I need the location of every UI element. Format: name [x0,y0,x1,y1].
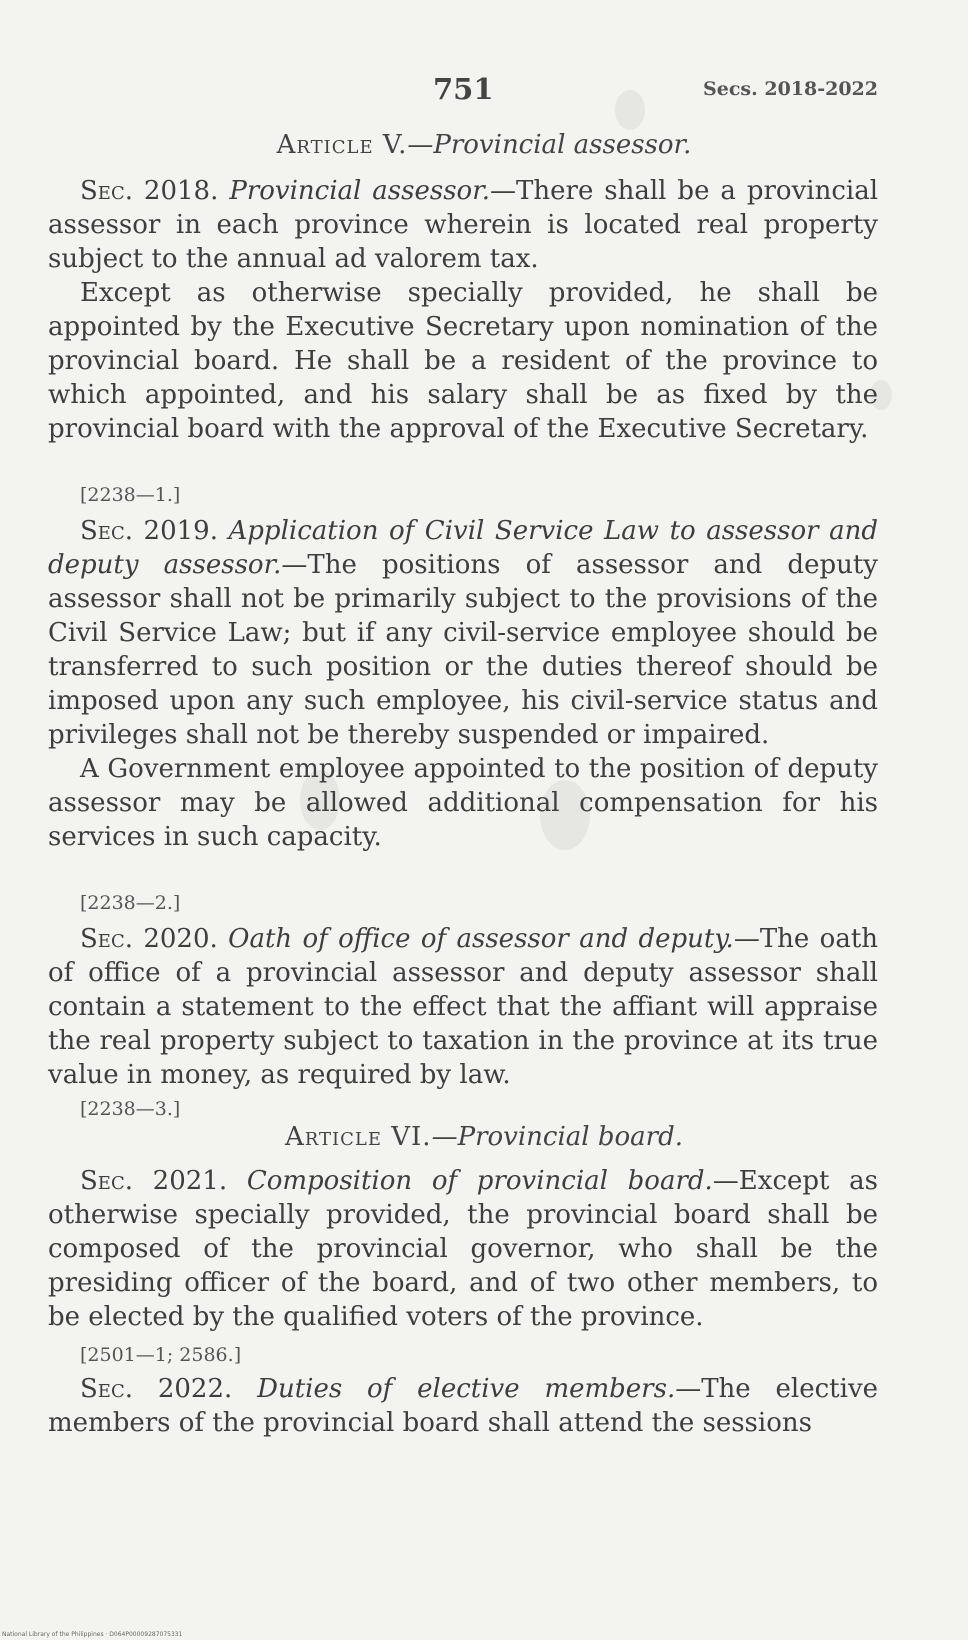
section-label: Sec. 2022. [80,1374,233,1404]
article-label: Article VI. [285,1122,432,1152]
section-text: —The oath of office of a provincial assessor and deputy assessor shall contain a statement to the effect that the affiant will appraise the real property subject to taxation in the province at its true value in money, as required by law. [48,924,879,1090]
section-paragraph [48,514,878,752]
section-label: Sec. 2021. [80,1166,228,1196]
article-title: —Provincial assessor. [407,130,692,160]
section-title: Provincial assessor. [229,176,491,206]
section-paragraph [48,922,878,1092]
section-2020 [48,922,878,1092]
section-text: —There shall be a provincial assessor in each province wherein is located real property subject to the annual ad valorem tax. [48,176,879,274]
citation: [2238—3.] [80,1098,181,1120]
section-paragraph [48,1372,878,1440]
section-2018 [48,174,878,446]
section-2022 [48,1372,878,1440]
citation: [2501—1; 2586.] [80,1344,242,1366]
section-title: Oath of office of assessor and deputy. [228,924,734,954]
section-2021 [48,1164,878,1334]
page-number: 751 [433,72,494,106]
article-v-heading [0,130,968,160]
section-paragraph [48,1164,878,1334]
running-head: Secs. 2018-2022 [703,78,878,100]
section-label: Sec. 2018. [80,176,219,206]
section-label: Sec. 2019. [80,516,218,546]
section-paragraph: A Government employee appointed to the position of deputy assessor may be allowed additional compensation for his services in such capacity. [48,754,878,852]
citation: [2238—2.] [80,892,181,914]
section-text: —Except as otherwise specially provided, the provincial board shall be composed of the provincial governor, who shall be the presiding officer of the board, and of two other members, to be elected by the qualified voters of the province. [48,1166,879,1332]
citation: [2238—1.] [80,484,181,506]
section-text: —The positions of assessor and deputy assessor shall not be primarily subject to the provisions of the Civil Service Law; but if any civil-service employee should be transferred to such position or the duties thereof should be imposed upon any such employee, his civil-service status and privileges shall not be thereby suspended or impaired. [48,550,878,750]
section-title: Duties of elective members. [257,1374,676,1404]
section-label: Sec. 2020. [80,924,218,954]
section-title: Composition of provincial board. [246,1166,713,1196]
section-title: Application of Civil Service Law to assessor and deputy assessor. [48,516,878,580]
section-2019 [48,514,878,854]
article-label: Article V. [276,130,408,160]
section-text: —The elective members of the provincial board shall attend the sessions [48,1374,879,1438]
article-vi-heading [0,1122,968,1152]
section-paragraph [48,174,878,276]
section-paragraph: Except as otherwise specially provided, he shall be appointed by the Executive Secretary upon nomination of the provincial board. He shall be a resident of the province to which appointed, and his salary shall be as fixed by the provincial board with the approval of the Executive Secretary. [48,278,878,444]
smudge [615,90,645,130]
scan-footer: National Library of the Philippines · D064P00009287075331 [2,1631,183,1638]
article-title: —Provincial board. [431,1122,683,1152]
